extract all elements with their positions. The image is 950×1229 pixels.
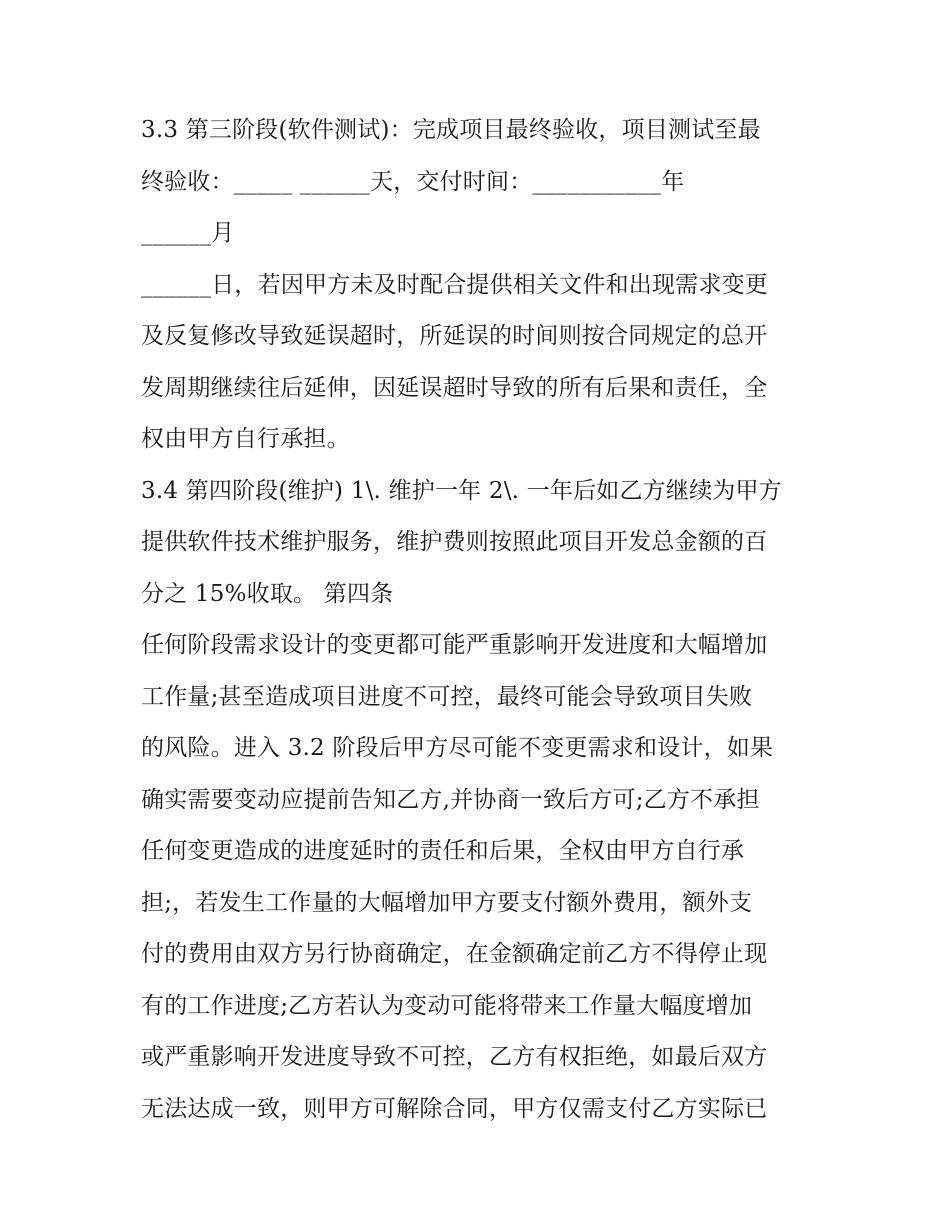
text-line: 有的工作进度;乙方若认为变动可能将带来工作量大幅度增加 bbox=[141, 992, 753, 1019]
text-line: 担;，若发生工作量的大幅增加甲方要支付额外费用，额外支 bbox=[141, 889, 753, 916]
text-line: 终验收：_____ ______天，交付时间：___________年 bbox=[141, 168, 685, 195]
text-line: 无法达成一致，则甲方可解除合同，甲方仅需支付乙方实际已 bbox=[141, 1095, 768, 1122]
document-body bbox=[141, 110, 821, 1140]
text-line: 及反复修改导致延误超时，所延误的时间则按合同规定的总开 bbox=[141, 323, 768, 349]
text-line: 任何变更造成的进度延时的责任和后果，全权由甲方自行承 bbox=[141, 838, 745, 864]
text-line: ______月 bbox=[141, 220, 235, 246]
text-line: 分之 15%收取。 第四条 bbox=[141, 580, 394, 607]
text-line: 付的费用由双方另行协商确定，在金额确定前乙方不得停止现 bbox=[141, 941, 768, 967]
text-line: 3.4 第四阶段(维护) 1\. 维护一年 2\. 一年后如乙方继续为甲方 bbox=[141, 477, 782, 504]
text-line: 任何阶段需求设计的变更都可能严重影响开发进度和大幅增加 bbox=[141, 632, 768, 658]
text-line: 提供软件技术维护服务，维护费则按照此项目开发总金额的百 bbox=[141, 529, 768, 555]
text-line: 或严重影响开发进度导致不可控，乙方有权拒绝，如最后双方 bbox=[141, 1044, 768, 1070]
text-line: 确实需要变动应提前告知乙方,并协商一致后方可;乙方不承担 bbox=[141, 786, 760, 813]
text-line: 3.3 第三阶段(软件测试)：完成项目最终验收，项目测试至最 bbox=[141, 117, 761, 143]
text-line: 发周期继续往后延伸，因延误超时导致的所有后果和责任，全 bbox=[141, 374, 768, 401]
text-line: ______日，若因甲方未及时配合提供相关文件和出现需求变更 bbox=[141, 271, 768, 298]
text-line: 的风险。进入 3.2 阶段后甲方尽可能不变更需求和设计，如果 bbox=[141, 735, 774, 761]
text-line: 权由甲方自行承担。 bbox=[141, 426, 350, 452]
text-line: 工作量;甚至造成项目进度不可控，最终可能会导致项目失败 bbox=[141, 683, 753, 710]
